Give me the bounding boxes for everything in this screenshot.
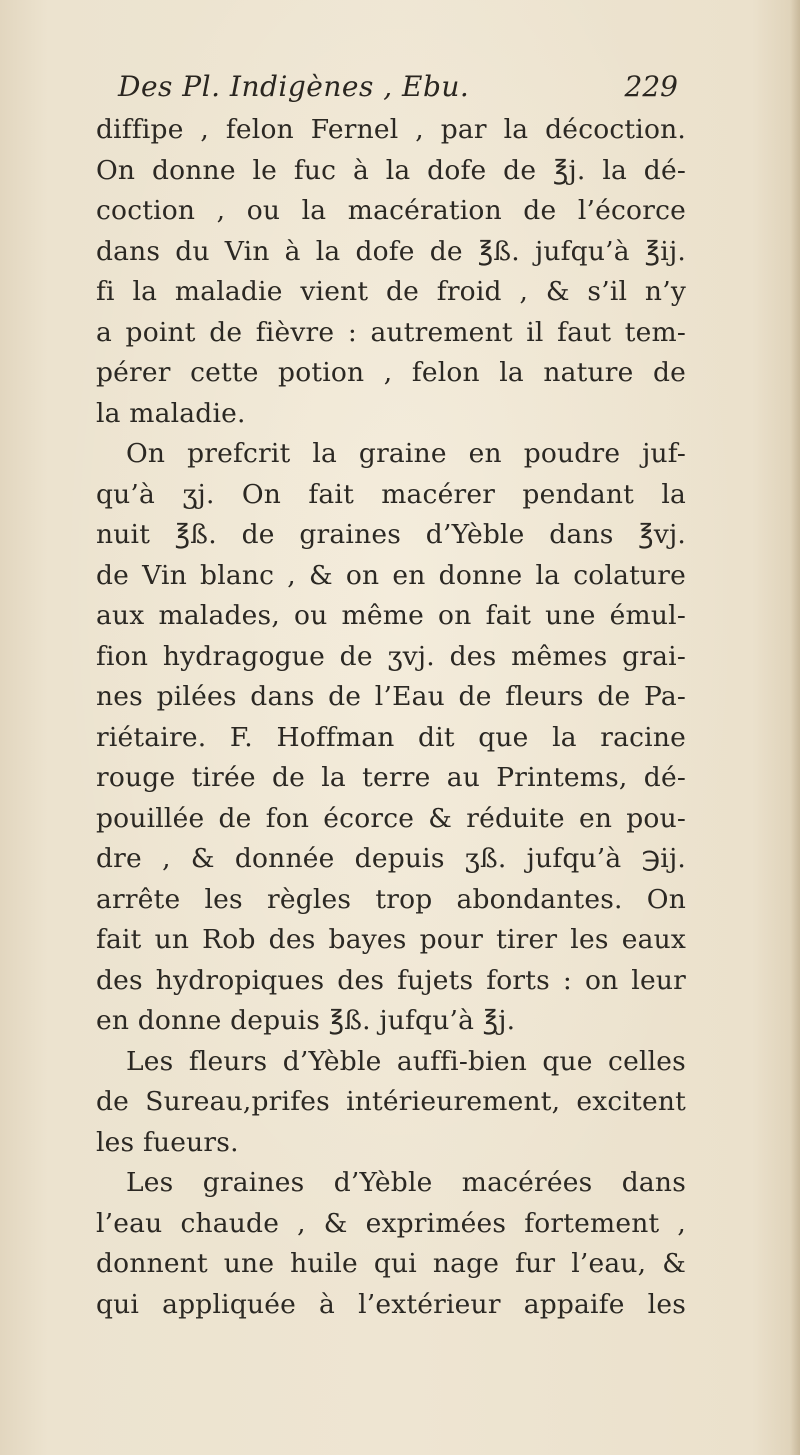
text-line: fi la maladie vient de froid , & s’il n’y [96, 276, 686, 307]
text-line: en donne depuis ℥ß. jufqu’à ℥j. [96, 1005, 516, 1036]
text-line: les fueurs. [96, 1126, 239, 1158]
text-line: fait un Rob des bayes pour tirer les eaux [96, 924, 686, 955]
text-line: aux malades, ou même on fait une émul- [96, 600, 686, 631]
text-line: de Sureau,prifes intérieurement, excitent [96, 1086, 686, 1117]
text-line: arrête les règles trop abondantes. On [96, 883, 686, 915]
text-line: qu’à ʒj. On fait macérer pendant la [96, 478, 686, 510]
text-line: On donne le fuc à la dofe de ℥j. la dé- [96, 154, 686, 186]
text-line: qui appliquée à l’extérieur appaife les [96, 1288, 686, 1320]
text-line: a point de fièvre : autrement il faut tem- [96, 316, 686, 348]
page-edge-shadow [790, 0, 800, 1455]
text-line: fion hydragogue de ʒvj. des mêmes grai- [96, 640, 686, 672]
text-line: On prefcrit la graine en poudre juf- [126, 438, 686, 469]
text-line: coction , ou la macération de l’écorce [96, 195, 686, 226]
text-line: nuit ℥ß. de graines d’Yèble dans ℥vj. [96, 519, 686, 550]
text-line: dans du Vin à la dofe de ℥ß. jufqu’à ℥ij. [96, 235, 686, 267]
text-line: pérer cette potion , felon la nature de [96, 357, 686, 388]
text-line: donnent une huile qui nage fur l’eau, & [96, 1248, 686, 1279]
page-number: 229 [624, 70, 678, 103]
text-line: dre , & donnée depuis ʒß. jufqu’à ℈ij. [96, 843, 686, 874]
text-line: la maladie. [96, 397, 246, 429]
text-line: Les graines d’Yèble macérées dans [126, 1167, 686, 1198]
text-line: riétaire. F. Hoffman dit que la racine [96, 721, 686, 753]
text-line: l’eau chaude , & exprimées fortement , [96, 1207, 686, 1239]
running-head [118, 70, 678, 114]
text-line: nes pilées dans de l’Eau de fleurs de Pa- [96, 681, 686, 712]
text-line: pouillée de fon écorce & réduite en pou- [96, 802, 686, 834]
text-line: des hydropiques des fujets forts : on leur [96, 964, 686, 996]
text-line: de Vin blanc , & on en donne la colature [96, 559, 686, 591]
body-text [96, 110, 686, 1325]
text-line: rouge tirée de la terre au Printems, dé- [96, 762, 686, 793]
text-line: diffipe , felon Fernel , par la décoction. [96, 114, 686, 145]
running-head-title: Des Pl. Indigènes , Ebu. [118, 70, 470, 103]
text-line: Les fleurs d’Yèble auffi-bien que celles [126, 1045, 686, 1077]
